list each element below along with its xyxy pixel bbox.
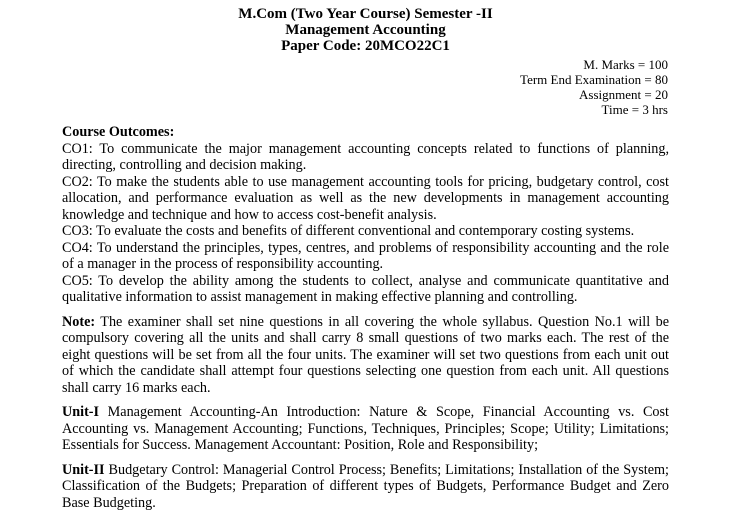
assignment-marks: Assignment = 20	[520, 87, 668, 102]
course-title: M.Com (Two Year Course) Semester -II	[0, 6, 731, 22]
unit-1-paragraph	[62, 404, 669, 454]
term-end-marks: Term End Examination = 80	[520, 72, 668, 87]
course-outcomes-heading: Course Outcomes:	[62, 124, 174, 140]
max-marks: M. Marks = 100	[520, 57, 668, 72]
course-outcome-1: CO1: To communicate the major management accounting concepts related to functions of planning, directing, controlling and decision making.	[62, 141, 669, 174]
paper-code: Paper Code: 20MCO22C1	[0, 38, 731, 54]
unit-1-text: Management Accounting-An Introduction: Nature & Scope, Financial Accounting vs. Cost Accounting vs. Management Accounting; Functions, Techniques, Principles; Scope; Utility; Limitations; Essentials for Success. Management Accountant: Position, Role and Responsibility;	[62, 404, 669, 453]
note-label: Note:	[62, 314, 95, 330]
document-header	[0, 6, 731, 54]
course-outcome-5: CO5: To develop the ability among the students to collect, analyse and communicate quantitative and qualitative information to assist management in making effective planning and controlling.	[62, 273, 669, 306]
note-text: The examiner shall set nine questions in all covering the whole syllabus. Question No.1 will be compulsory covering all the units and shall carry 8 small questions of two marks each. The rest of the eight questions will be set from all the four units. The examiner will set two questions from each unit out of which the candidate shall attempt four questions selecting one question from each unit. All questions shall carry 16 marks each.	[62, 314, 669, 396]
unit-2-paragraph	[62, 462, 669, 511]
subject-title: Management Accounting	[0, 22, 731, 38]
marks-block	[520, 57, 668, 117]
course-outcome-2: CO2: To make the students able to use management accounting tools for pricing, budgetary control, cost allocation, and performance evaluation as well as the new developments in management accounting knowledge and technique and how to access cost-benefit analysis.	[62, 174, 669, 224]
note-paragraph	[62, 314, 669, 397]
document-body	[62, 124, 669, 511]
unit-1-label: Unit-I	[62, 404, 99, 420]
unit-2-text: Budgetary Control: Managerial Control Process; Benefits; Limitations; Installation of the System; Classification of the Budgets; Preparation of different types of Budgets, Performance Budget and Zero Base Budgeting.	[62, 462, 669, 511]
unit-2-label: Unit-II	[62, 462, 105, 478]
course-outcome-3: CO3: To evaluate the costs and benefits of different conventional and contemporary costing systems.	[62, 223, 669, 240]
exam-time: Time = 3 hrs	[520, 102, 668, 117]
course-outcome-4: CO4: To understand the principles, types, centres, and problems of responsibility accounting and the role of a manager in the process of responsibility accounting.	[62, 240, 669, 273]
